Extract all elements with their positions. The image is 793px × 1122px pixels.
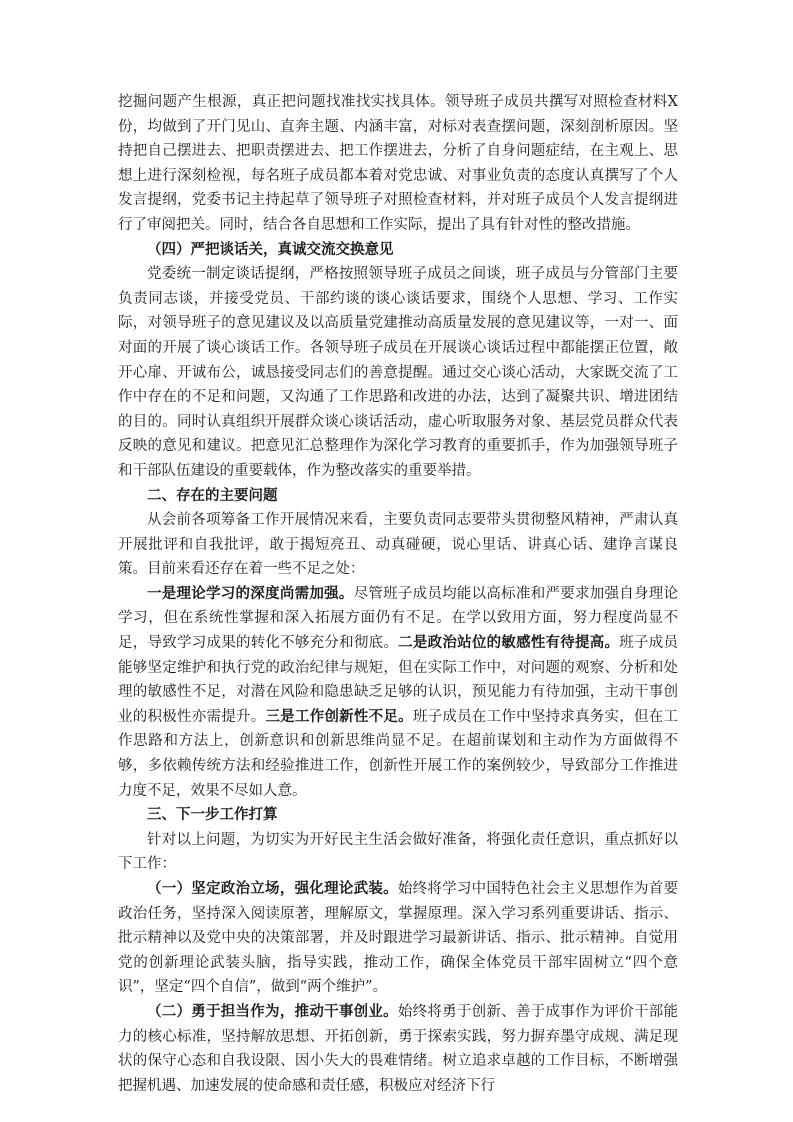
bold-text: 二是政治站位的敏感性有待提高。	[398, 634, 620, 652]
document-page	[118, 90, 678, 1098]
paragraph-text: 党委统一制定谈话提纲，严格按照领导班子成员之间谈，班子成员与分管部门主要负责同志谈，并接受党员、干部约谈的谈心谈话要求，围绕个人思想、学习、工作实际，对领导班子的意见建议及以高质量党建推动高质量发展的意见建议等，一对一、面对面的开展了谈心谈话工作。各领导班子成员在开展谈心谈话过程中都能摆正位置，敞开心扉、开诚布公，诚恳接受同志们的善意提醒。通过交心谈心活动，大家既交流了工作中存在的不足和问题，又沟通了工作思路和改进的办法，达到了凝聚共识、增进团结的目的。同时认真组织开展群众谈心谈话活动，虚心听取服务对象、基层党员群众代表反映的意见和建议。把意见汇总整理作为深化学习教育的重要抓手，作为加强领导班子和干部队伍建设的重要载体，作为整改落实的重要举措。	[118, 266, 678, 479]
paragraph-text: 班子成员能够坚定维护和执行党的政治纪律与规矩，但在实际工作中，对问题的观察、分析和处理的敏感性不足，对潜在风险和隐患缺乏足够的认识，预见能力有待加强，主动干事创业的积极性亦需提升。	[118, 635, 679, 725]
body-paragraph	[118, 508, 678, 582]
body-paragraph	[118, 828, 678, 877]
paragraph-text: 针对以上问题，为切实为开好民主生活会做好准备，将强化责任意识，重点抓好以下工作：	[118, 831, 678, 873]
bold-text: 三是工作创新性不足。	[265, 707, 413, 725]
section-heading	[118, 484, 678, 509]
bold-text: （一）坚定政治立场，强化理论武装。	[147, 880, 398, 897]
paragraph-text: 挖掘问题产生根源，真正把问题找准找实找具体。领导班子成员共撰写对照检查材料X份，均做到了开门见山、直奔主题、内涵丰富，对标对表查摆问题，深刻剖析原因。坚持把自己摆进去、把职责摆进去、把工作摆进去，分析了自身问题症结，在主观上、思想上进行深刻检视，每名班子成员都本着对党忠诚、对事业负责的态度认真撰写了个人发言提纲，党委书记主持起草了领导班子对照检查材料，并对班子成员个人发言提纲进行了审阅把关。同时，结合各自思想和工作实际，提出了具有针对性的整改措施。	[118, 94, 678, 233]
body-paragraph	[118, 877, 678, 1000]
bold-text: （二）勇于担当作为，推动干事创业。	[147, 1002, 398, 1020]
paragraph-text: 始终将学习中国特色社会主义思想作为首要政治任务，坚持深入阅读原著，理解原文，掌握原理。深入学习系列重要讲话、指示、批示精神以及党中央的决策部署，并及时跟进学习最新讲话、指示、批示精神。自觉用党的创新理论武装头脑，指导实践，推动工作，确保全体党员干部牢固树立“四个意识”，坚定“四个自信”，做到“两个维护”。	[118, 881, 679, 996]
body-paragraph	[118, 90, 678, 238]
paragraph-text: 班子成员在工作中坚持求真务实，但在工作思路和方法上，创新意识和创新思维尚显不足。在超前谋划和主动作为方面做得不够，多依赖传统方法和经验推进工作，创新性开展工作的案例较少，导致部分工作推进力度不足，效果不尽如人意。	[118, 708, 679, 799]
section-heading	[118, 803, 678, 828]
bold-text: 二、存在的主要问题	[147, 486, 278, 504]
paragraph-text: 从会前各项筹备工作开展情况来看，主要负责同志要带头贯彻整风精神，严肃认真开展批评和自我批评，敢于揭短亮丑、动真碰硬，说心里话、讲真心话、建诤言谋良策。目前来看还存在着一些不足之处：	[118, 512, 678, 578]
bold-text: 一是理论学习的深度尚需加强。	[147, 584, 354, 602]
body-paragraph	[118, 262, 678, 483]
paragraph-text: 始终将勇于创新、善于成事作为评价干部能力的核心标准，坚持解放思想、开拓创新，勇于探索实践，努力摒弃墨守成规、满足现状的保守心态和自我设限、因小失大的畏难情绪。树立追求卓越的工作目标，不断增强把握机遇、加速发展的使命感和责任感，积极应对经济下行	[118, 1003, 679, 1094]
bold-text: （四）严把谈话关，真诚交流交换意见	[147, 240, 394, 258]
bold-text: 三、下一步工作打算	[147, 806, 278, 824]
body-paragraph	[118, 1000, 678, 1098]
body-paragraph	[118, 582, 678, 803]
section-heading	[118, 238, 678, 263]
paragraph-text: 尽管班子成员均能以高标准和严要求加强自身理论学习，但在系统性掌握和深入拓展方面仍有不足。在学以致用方面，努力程度尚显不足，导致学习成果的转化不够充分和彻底。	[118, 585, 679, 652]
